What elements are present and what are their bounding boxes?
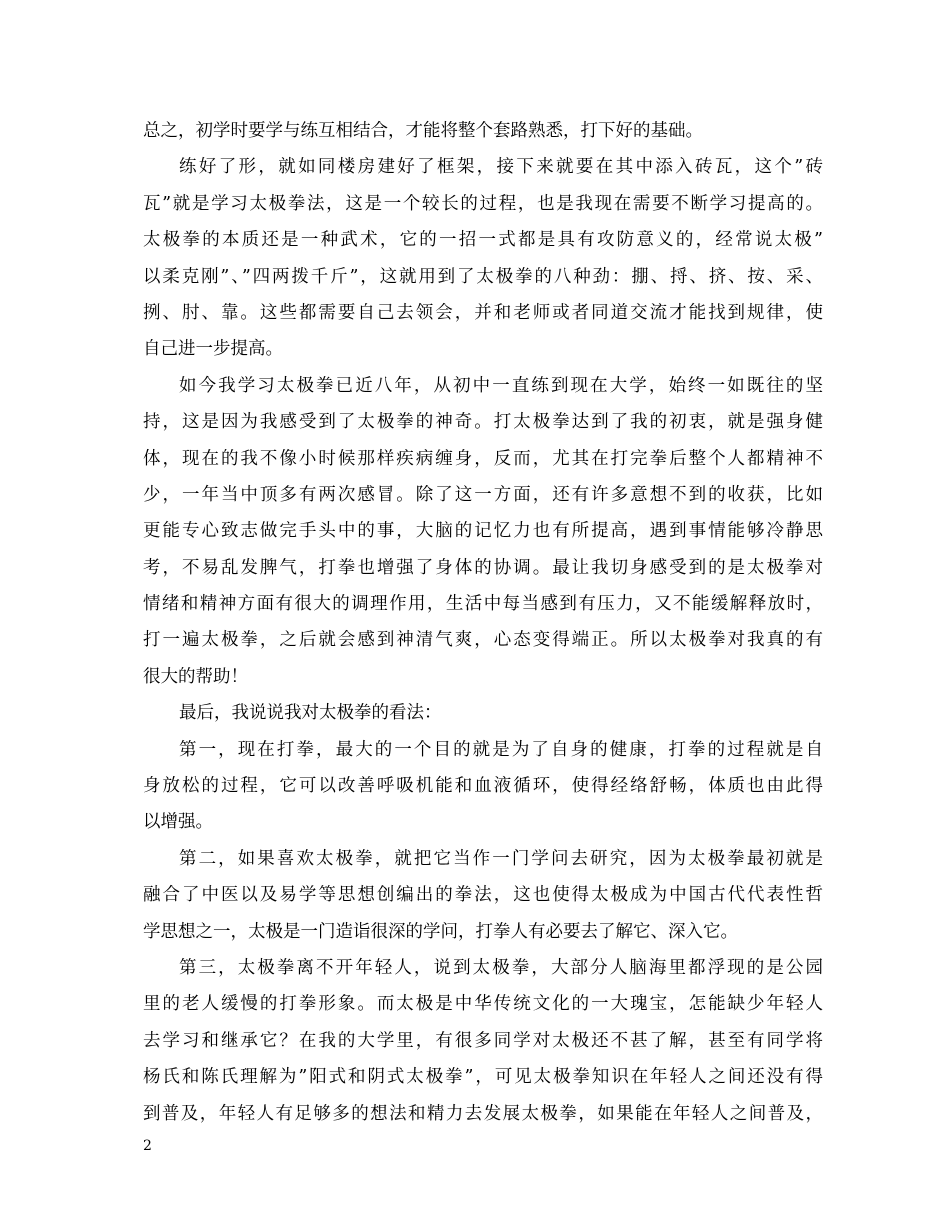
text-line: 最后，我说说我对太极拳的看法： bbox=[179, 703, 442, 724]
text-line: 很大的帮助！ bbox=[143, 666, 248, 687]
text-line: 以增强。 bbox=[143, 812, 213, 833]
text-line: 融合了中医以及易学等思想创编出的拳法，这也使得太极成为中国古代代表性哲 bbox=[143, 885, 823, 906]
text-line: 到普及，年轻人有足够多的想法和精力去发展太极拳，如果能在年轻人之间普及， bbox=[143, 1103, 823, 1124]
text-line: 里的老人缓慢的打拳形象。而太极是中华传统文化的一大瑰宝，怎能缺少年轻人 bbox=[143, 994, 823, 1015]
text-line: 更能专心致志做完手头中的事，大脑的记忆力也有所提高，遇到事情能够冷静思 bbox=[143, 521, 823, 542]
text-line: 情绪和精神方面有很大的调理作用，生活中每当感到有压力，又不能缓解释放时， bbox=[143, 594, 823, 615]
text-line: 练好了形，就如同楼房建好了框架，接下来就要在其中添入砖瓦，这个”砖 bbox=[179, 157, 823, 178]
page-number: 2 bbox=[143, 1138, 152, 1154]
text-line: 太极拳的本质还是一种武术，它的一招一式都是具有攻防意义的，经常说太极” bbox=[143, 230, 823, 251]
text-line: 第一，现在打拳，最大的一个目的就是为了自身的健康，打拳的过程就是自 bbox=[179, 739, 823, 760]
text-line: 第二，如果喜欢太极拳，就把它当作一门学问去研究，因为太极拳最初就是 bbox=[179, 848, 823, 869]
text-line: 持，这是因为我感受到了太极拳的神奇。打太极拳达到了我的初衷，就是强身健 bbox=[143, 412, 823, 433]
text-line: 如今我学习太极拳已近八年，从初中一直练到现在大学，始终一如既往的坚 bbox=[179, 375, 823, 396]
text-line: 自己进一步提高。 bbox=[143, 339, 283, 360]
text-line: 瓦”就是学习太极拳法，这是一个较长的过程，也是我现在需要不断学习提高的。 bbox=[143, 193, 823, 214]
text-line: 身放松的过程，它可以改善呼吸机能和血液循环，使得经络舒畅，体质也由此得 bbox=[143, 776, 823, 797]
text-line: 体，现在的我不像小时候那样疾病缠身，反而，尤其在打完拳后整个人都精神不 bbox=[143, 448, 823, 469]
text-line: 杨氏和陈氏理解为”阳式和阴式太极拳”，可见太极拳知识在年轻人之间还没有得 bbox=[143, 1067, 823, 1088]
text-line: 打一遍太极拳，之后就会感到神清气爽，心态变得端正。所以太极拳对我真的有 bbox=[143, 630, 823, 651]
text-line: 考，不易乱发脾气，打拳也增强了身体的协调。最让我切身感受到的是太极拳对 bbox=[143, 557, 823, 578]
text-line: 去学习和继承它？在我的大学里，有很多同学对太极还不甚了解，甚至有同学将 bbox=[143, 1030, 823, 1051]
body-text bbox=[143, 113, 823, 1132]
text-line: 以柔克刚”、”四两拨千斤”，这就用到了太极拳的八种劲：掤、捋、挤、按、采、 bbox=[143, 266, 823, 287]
text-line: 学思想之一，太极是一门造诣很深的学问，打拳人有必要去了解它、深入它。 bbox=[143, 921, 738, 942]
text-line: 总之，初学时要学与练互相结合，才能将整个套路熟悉，打下好的基础。 bbox=[143, 121, 703, 141]
text-line: 挒、肘、靠。这些都需要自己去领会，并和老师或者同道交流才能找到规律，使 bbox=[143, 302, 823, 323]
text-line: 第三，太极拳离不开年轻人，说到太极拳，大部分人脑海里都浮现的是公园 bbox=[179, 957, 823, 978]
text-line: 少，一年当中顶多有两次感冒。除了这一方面，还有许多意想不到的收获，比如 bbox=[143, 484, 823, 505]
